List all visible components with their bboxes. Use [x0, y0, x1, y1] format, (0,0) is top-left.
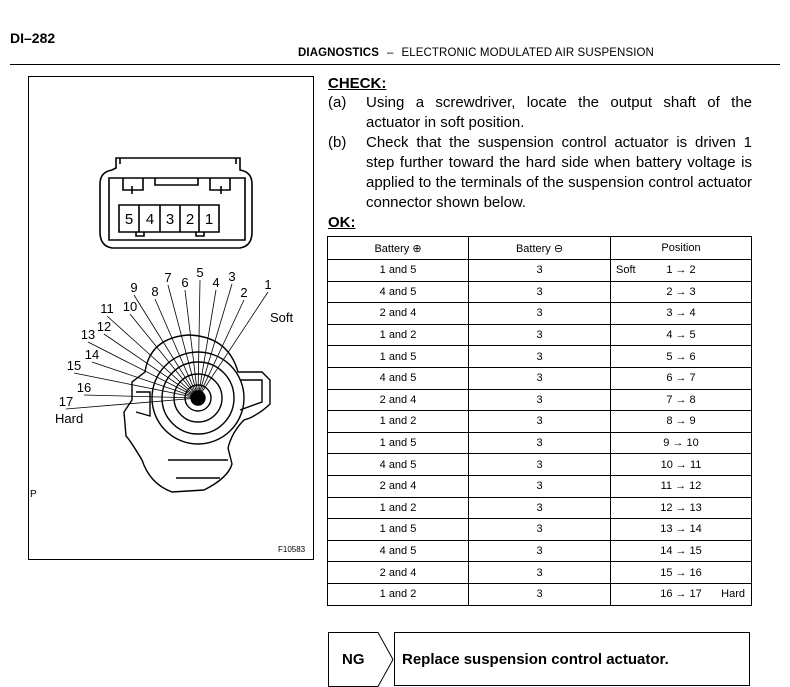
leader-lines — [66, 280, 268, 409]
battery-plus-cell: 2 and 4 — [328, 389, 469, 411]
position-cell — [611, 497, 752, 519]
position-value: 10 → 11 — [660, 458, 702, 471]
position-number: 10 — [122, 299, 138, 314]
battery-plus-cell: 1 and 5 — [328, 432, 469, 454]
battery-plus-cell: 1 and 2 — [328, 497, 469, 519]
position-cell — [611, 454, 752, 476]
actuator-body — [124, 335, 270, 492]
ng-label: NG — [342, 651, 365, 668]
leader-line — [84, 395, 198, 398]
position-value: 3 → 4 — [666, 307, 696, 320]
table-row — [328, 583, 752, 605]
table-row — [328, 562, 752, 584]
position-value: 7 → 8 — [666, 393, 696, 406]
leader-line — [198, 290, 216, 398]
position-cell — [611, 389, 752, 411]
table-row — [328, 411, 752, 433]
position-value: 15 → 16 — [660, 566, 702, 579]
battery-plus-cell: 4 and 5 — [328, 281, 469, 303]
position-cell — [611, 562, 752, 584]
position-value: 12 → 13 — [660, 501, 702, 514]
battery-plus-cell: 2 and 4 — [328, 475, 469, 497]
position-cell — [611, 540, 752, 562]
position-value: 9 → 10 — [663, 437, 699, 450]
position-value: 16 → 17 — [660, 588, 702, 601]
position-number: 14 — [84, 347, 100, 362]
table-row — [328, 346, 752, 368]
connector-pin-labels — [125, 211, 213, 228]
leader-line — [88, 342, 198, 398]
step-label: (b) — [328, 134, 347, 151]
check-heading: CHECK: — [328, 75, 387, 92]
position-cell — [611, 475, 752, 497]
battery-plus-cell: 1 and 2 — [328, 411, 469, 433]
battery-minus-cell: 3 — [469, 346, 611, 368]
connector-pin-label: 2 — [185, 211, 195, 228]
figure-code: F10583 — [278, 545, 306, 554]
position-number: 1 — [264, 277, 272, 292]
connector-pin-label: 5 — [124, 211, 134, 228]
position-value: 6 → 7 — [666, 372, 696, 385]
ok-results-table — [327, 236, 752, 606]
connector-pin-label: 1 — [204, 211, 214, 228]
table-row — [328, 324, 752, 346]
position-number: 17 — [58, 394, 74, 409]
position-cell — [611, 324, 752, 346]
battery-plus-cell: 4 and 5 — [328, 540, 469, 562]
header-dash: – — [386, 47, 394, 59]
figure-corner-mark: P — [30, 489, 37, 500]
battery-plus-cell: 1 and 5 — [328, 346, 469, 368]
connector-pin-label: 3 — [165, 211, 175, 228]
battery-plus-cell: 4 and 5 — [328, 367, 469, 389]
section-subtitle: ELECTRONIC MODULATED AIR SUSPENSION — [401, 47, 654, 59]
table-row — [328, 497, 752, 519]
battery-minus-cell: 3 — [469, 411, 611, 433]
step-label: (a) — [328, 94, 347, 111]
position-number-labels — [59, 265, 272, 409]
battery-plus-cell: 2 and 4 — [328, 303, 469, 325]
table-header-row — [328, 237, 752, 260]
column-header-battery-plus: Battery ⊕ — [328, 237, 469, 260]
position-value: 1 → 2 — [666, 264, 696, 277]
position-number: 15 — [66, 358, 82, 373]
table-row — [328, 281, 752, 303]
position-value: 13 → 14 — [660, 523, 702, 536]
battery-plus-cell: 4 and 5 — [328, 454, 469, 476]
position-cell — [611, 303, 752, 325]
position-cell — [611, 411, 752, 433]
battery-minus-cell: 3 — [469, 281, 611, 303]
battery-minus-cell: 3 — [469, 454, 611, 476]
position-cell — [611, 367, 752, 389]
table-row — [328, 260, 752, 282]
position-number: 11 — [100, 301, 114, 316]
battery-minus-cell: 3 — [469, 389, 611, 411]
battery-minus-cell: 3 — [469, 475, 611, 497]
position-number: 13 — [80, 327, 96, 342]
position-cell — [611, 260, 752, 282]
position-value: 8 → 9 — [666, 415, 696, 428]
table-row — [328, 367, 752, 389]
position-number: 7 — [164, 270, 172, 285]
battery-minus-cell: 3 — [469, 367, 611, 389]
position-number: 8 — [151, 284, 159, 299]
column-header-position: Position — [611, 237, 752, 260]
position-cell — [611, 432, 752, 454]
hard-position-label: Hard — [55, 411, 84, 426]
position-cell — [611, 281, 752, 303]
table-row — [328, 519, 752, 541]
battery-minus-cell: 3 — [469, 540, 611, 562]
position-number: 4 — [212, 275, 220, 290]
position-cell — [611, 346, 752, 368]
battery-plus-cell: 1 and 2 — [328, 583, 469, 605]
battery-minus-cell: 3 — [469, 324, 611, 346]
section-title: DIAGNOSTICS — [298, 47, 379, 59]
position-cell — [611, 583, 752, 605]
position-number: 3 — [228, 269, 236, 284]
battery-minus-cell: 3 — [469, 583, 611, 605]
step-text: Using a screwdriver, locate the output shaft of the actuator in soft position. — [366, 94, 752, 131]
table-row — [328, 389, 752, 411]
table-row — [328, 540, 752, 562]
page-header — [298, 47, 654, 59]
table-row — [328, 432, 752, 454]
leader-line — [198, 280, 200, 398]
ng-action-text: Replace suspension control actuator. — [402, 651, 669, 668]
position-number: 6 — [181, 275, 189, 290]
table-row — [328, 454, 752, 476]
position-soft-note: Soft — [616, 264, 636, 276]
position-cell — [611, 519, 752, 541]
page-number: DI–282 — [10, 30, 56, 46]
leader-line — [198, 300, 244, 398]
position-hard-note: Hard — [721, 587, 745, 600]
step-text: Check that the suspension control actuator is driven 1 step further toward the hard side when battery voltage is applied to the terminals of the suspension control actuator connector shown below. — [366, 134, 752, 211]
ok-heading: OK: — [328, 214, 356, 231]
battery-minus-cell: 3 — [469, 432, 611, 454]
position-number: 2 — [240, 285, 248, 300]
leader-line — [198, 292, 268, 398]
position-value: 5 → 6 — [666, 350, 696, 363]
actuator-figure — [0, 0, 320, 565]
position-number: 16 — [76, 380, 92, 395]
battery-minus-cell: 3 — [469, 519, 611, 541]
battery-minus-cell: 3 — [469, 497, 611, 519]
position-value: 14 → 15 — [660, 545, 702, 558]
connector-pin-label: 4 — [145, 211, 155, 228]
position-value: 2 → 3 — [666, 285, 696, 298]
position-number: 5 — [196, 265, 204, 280]
column-header-battery-minus: Battery ⊖ — [469, 237, 611, 260]
position-number: 9 — [130, 280, 138, 295]
battery-plus-cell: 1 and 2 — [328, 324, 469, 346]
soft-position-label: Soft — [270, 310, 294, 325]
connector-drawing — [100, 158, 252, 248]
battery-minus-cell: 3 — [469, 260, 611, 282]
battery-minus-cell: 3 — [469, 562, 611, 584]
position-value: 11 → 12 — [660, 480, 702, 493]
position-value: 4 → 5 — [666, 329, 696, 342]
table-row — [328, 303, 752, 325]
battery-plus-cell: 2 and 4 — [328, 562, 469, 584]
leader-line — [107, 316, 198, 398]
position-number: 12 — [96, 319, 112, 334]
battery-plus-cell: 1 and 5 — [328, 519, 469, 541]
battery-minus-cell: 3 — [469, 303, 611, 325]
battery-plus-cell: 1 and 5 — [328, 260, 469, 282]
leader-line — [185, 290, 198, 398]
table-row — [328, 475, 752, 497]
